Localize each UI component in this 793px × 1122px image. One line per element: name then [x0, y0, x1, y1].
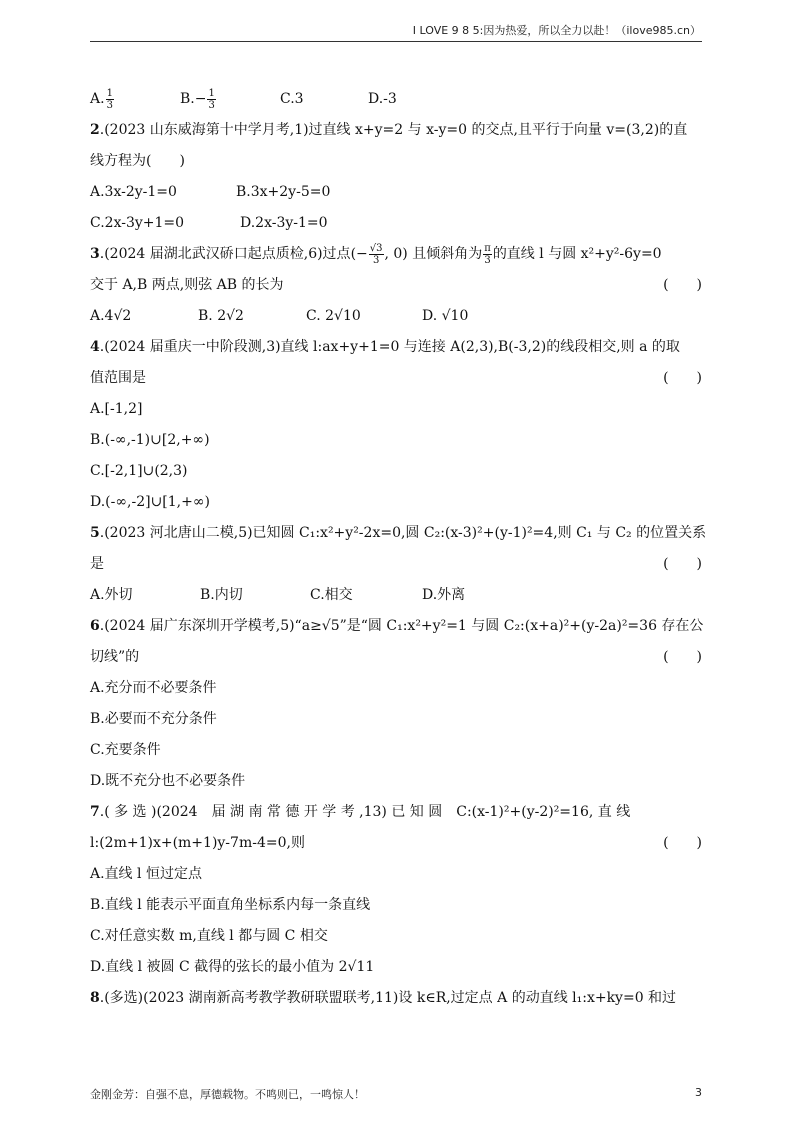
q6-option-a: A.充分而不必要条件: [90, 680, 217, 696]
q6-answer-bracket: ( ): [663, 649, 702, 665]
q4-stem: [90, 332, 704, 363]
page-footer: [90, 1086, 702, 1102]
q5-stem-line2: 是 ( ): [90, 549, 704, 580]
footer-motto: 金刚金芳：自强不息，厚德载物。不鸣则已，一鸣惊人！: [90, 1088, 365, 1101]
q7-number: 7: [90, 804, 100, 820]
q5-stem: [90, 518, 707, 549]
q8-text: .(多选)(2023 湖南新高考教学教研联盟联考,11)设 k∈R,过定点 A 的动直线 l₁:x+ky=0 和过: [99, 990, 677, 1006]
q2-options-row2: [90, 208, 704, 239]
q1-option-b-fraction: $\frac{1}{3}$: [208, 87, 215, 111]
q2-text: .(2023 山东威海第十中学月考,1)过直线 x+y=2 与 x-y=0 的交点,且平行于向量 v=(3,2)的直: [99, 122, 688, 138]
q3-point: (− $\frac{√3}{3}$ , 0): [350, 242, 408, 266]
q3-option-a: A.4√2: [90, 308, 132, 324]
q3-stem: [90, 239, 704, 270]
q4-option-c: C.[-2,1]∪(2,3): [90, 463, 188, 479]
q6-stem: [90, 611, 704, 642]
q2-option-a: A.3x-2y-1=0: [90, 184, 177, 200]
q3-text-b: 且倾斜角为: [412, 246, 483, 262]
q1-option-d: D.-3: [368, 91, 397, 107]
q5-number: 5: [90, 525, 100, 541]
q5-option-b: B.内切: [200, 587, 243, 603]
q1-option-c: C.3: [280, 91, 304, 107]
q3-options: [90, 301, 704, 332]
q7-answer-bracket: ( ): [663, 835, 702, 851]
page-number: 3: [695, 1086, 702, 1099]
q8-stem: [90, 983, 704, 1014]
q2-stem-line2: 线方程为( ): [90, 153, 185, 169]
page-header: I LOVE 9 8 5:因为热爱，所以全力以赴！（ilove985.cn）: [412, 24, 701, 37]
q6-number: 6: [90, 618, 100, 634]
header-divider: [90, 41, 702, 42]
q6-option-c: C.充要条件: [90, 742, 161, 758]
q5-option-a: A.外切: [90, 587, 133, 603]
q2-option-c: C.2x-3y+1=0: [90, 215, 185, 231]
q7-option-a: A.直线 l 恒过定点: [90, 866, 202, 882]
q8-number: 8: [90, 990, 100, 1006]
q7-text: .( 多 选 )(2024 届 湖 南 常 德 开 学 考 ,13) 已 知 圆 C:(x-1)²+(y-2)²=16, 直 线: [99, 804, 631, 820]
q4-stem-line2: 值范围是 ( ): [90, 363, 704, 394]
q4-number: 4: [90, 339, 100, 355]
q3-text-c: 的直线 l 与圆 x²+y²-6y=0: [492, 246, 662, 262]
q3-answer-bracket: ( ): [663, 277, 702, 293]
q1-option-a-fraction: $\frac{1}{3}$: [106, 87, 113, 111]
q3-option-d: D. √10: [422, 308, 469, 324]
q3-text-a: .(2024 届湖北武汉硚口起点质检,6)过点: [99, 246, 351, 262]
q6-text: .(2024 届广东深圳开学模考,5)“a≥√5”是“圆 C₁:x²+y²=1 与圆 C₂:(x+a)²+(y-2a)²=36 存在公: [99, 618, 704, 634]
q4-text: .(2024 届重庆一中阶段测,3)直线 l:ax+y+1=0 与连接 A(2,3),B(-3,2)的线段相交,则 a 的取: [99, 339, 680, 355]
q2-option-b: B.3x+2y-5=0: [236, 184, 331, 200]
q3-angle: $\frac{\pi}{3}$: [484, 242, 491, 266]
q2-stem: [90, 115, 704, 146]
q1-options: [90, 84, 704, 115]
q4-answer-bracket: ( ): [663, 370, 702, 386]
q3-option-b: B. 2√2: [198, 308, 244, 324]
q7-option-c: C.对任意实数 m,直线 l 都与圆 C 相交: [90, 928, 328, 944]
q7-option-b: B.直线 l 能表示平面直角坐标系内每一条直线: [90, 897, 371, 913]
q6-stem-line2: 切线”的 ( ): [90, 642, 704, 673]
q5-option-d: D.外离: [422, 587, 466, 603]
q4-option-a: A.[-1,2]: [90, 401, 143, 417]
q7-stem-line2: l:(2m+1)x+(m+1)y-7m-4=0,则 ( ): [90, 828, 704, 859]
q5-answer-bracket: ( ): [663, 556, 702, 572]
q7-option-d: D.直线 l 被圆 C 截得的弦长的最小值为 2√11: [90, 959, 375, 975]
q5-options: [90, 580, 704, 611]
q3-option-c: C. 2√10: [306, 308, 361, 324]
q7-stem: [90, 797, 704, 828]
q2-option-d: D.2x-3y-1=0: [240, 215, 328, 231]
q5-option-c: C.相交: [310, 587, 353, 603]
q3-stem-line2: 交于 A,B 两点,则弦 AB 的长为 ( ): [90, 270, 704, 301]
q6-option-d: D.既不充分也不必要条件: [90, 773, 246, 789]
question-list: [90, 84, 707, 1014]
q4-option-b: B.(-∞,-1)∪[2,+∞): [90, 432, 210, 448]
q1-option-b: B.− $\frac{1}{3}$: [180, 87, 215, 111]
q1-option-a: A. $\frac{1}{3}$: [90, 87, 113, 111]
q4-option-d: D.(-∞,-2]∪[1,+∞): [90, 494, 210, 510]
q6-option-b: B.必要而不充分条件: [90, 711, 217, 727]
q2-options-row1: [90, 177, 704, 208]
q2-number: 2: [90, 122, 100, 138]
q5-text: .(2023 河北唐山二模,5)已知圆 C₁:x²+y²-2x=0,圆 C₂:(x-3)²+(y-1)²=4,则 C₁ 与 C₂ 的位置关系: [99, 525, 707, 541]
q3-number: 3: [90, 246, 100, 262]
